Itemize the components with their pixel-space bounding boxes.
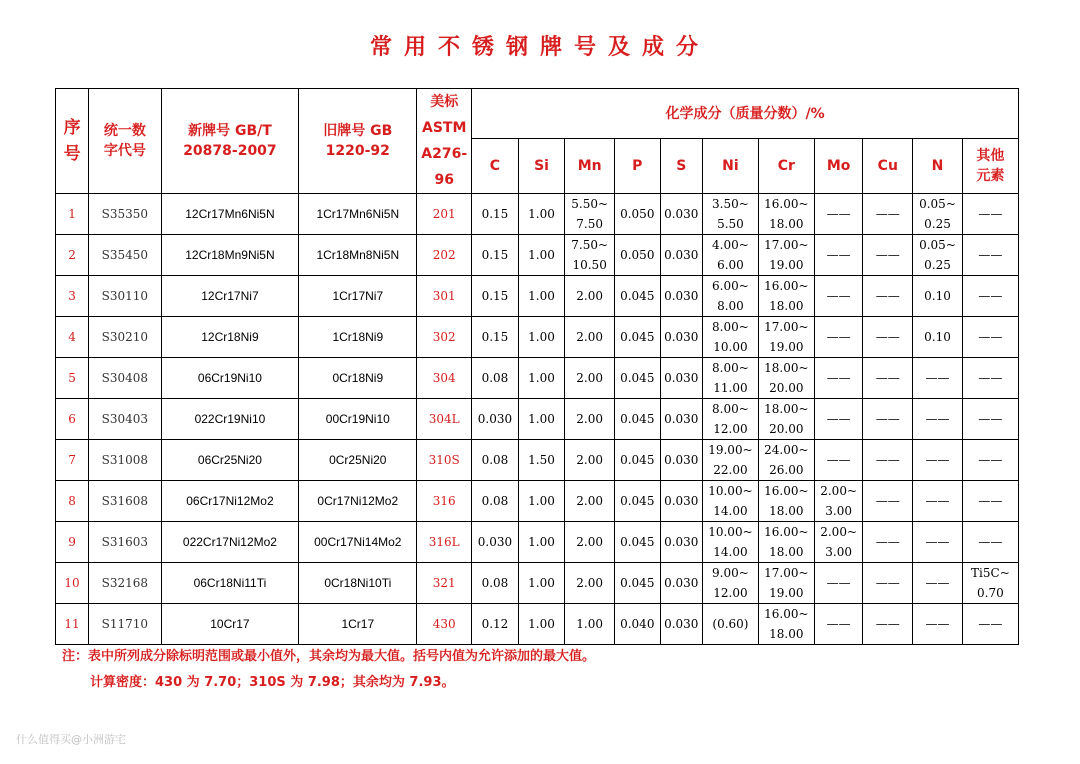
header-element: Mn bbox=[565, 139, 615, 194]
cu-value: —— bbox=[863, 317, 913, 358]
cr-value: 18.00~ 20.00 bbox=[758, 399, 814, 440]
cr-value: 18.00~ 20.00 bbox=[758, 358, 814, 399]
header-astm: 美标 ASTM A276- 96 bbox=[417, 89, 472, 194]
row-number: 7 bbox=[56, 440, 89, 481]
ni-value: 8.00~ 12.00 bbox=[702, 399, 758, 440]
s-value: 0.030 bbox=[660, 194, 702, 235]
n-value: 0.10 bbox=[913, 276, 963, 317]
row-number: 6 bbox=[56, 399, 89, 440]
mn-value: 1.00 bbox=[565, 604, 615, 645]
new-grade: 12Cr17Ni7 bbox=[161, 276, 299, 317]
p-value: 0.045 bbox=[615, 563, 661, 604]
new-grade: 06Cr17Ni12Mo2 bbox=[161, 481, 299, 522]
row-number: 11 bbox=[56, 604, 89, 645]
mo-value: 2.00~ 3.00 bbox=[814, 522, 863, 563]
old-grade: 0Cr18Ni10Ti bbox=[299, 563, 417, 604]
table-row bbox=[56, 522, 1019, 563]
table-row bbox=[56, 399, 1019, 440]
p-value: 0.050 bbox=[615, 194, 661, 235]
c-value: 0.030 bbox=[472, 522, 519, 563]
astm-grade: 202 bbox=[417, 235, 472, 276]
cu-value: —— bbox=[863, 235, 913, 276]
si-value: 1.00 bbox=[518, 276, 565, 317]
n-value: —— bbox=[913, 563, 963, 604]
unified-code: S35350 bbox=[89, 194, 161, 235]
ni-value: 4.00~ 6.00 bbox=[702, 235, 758, 276]
cr-value: 17.00~ 19.00 bbox=[758, 235, 814, 276]
s-value: 0.030 bbox=[660, 481, 702, 522]
header-element: Cu bbox=[863, 139, 913, 194]
si-value: 1.50 bbox=[518, 440, 565, 481]
other-elements: —— bbox=[962, 604, 1018, 645]
cu-value: —— bbox=[863, 522, 913, 563]
note-line-2: 计算密度：430 为 7.70；310S 为 7.98；其余均为 7.93。 bbox=[90, 675, 455, 690]
c-value: 0.08 bbox=[472, 358, 519, 399]
header-element: S bbox=[660, 139, 702, 194]
si-value: 1.00 bbox=[518, 317, 565, 358]
unified-code: S30110 bbox=[89, 276, 161, 317]
cu-value: —— bbox=[863, 563, 913, 604]
astm-grade: 316 bbox=[417, 481, 472, 522]
c-value: 0.030 bbox=[472, 399, 519, 440]
s-value: 0.030 bbox=[660, 604, 702, 645]
other-elements: —— bbox=[962, 399, 1018, 440]
mo-value: —— bbox=[814, 276, 863, 317]
header-element: N bbox=[913, 139, 963, 194]
cr-value: 24.00~ 26.00 bbox=[758, 440, 814, 481]
mn-value: 2.00 bbox=[565, 317, 615, 358]
cu-value: —— bbox=[863, 440, 913, 481]
cu-value: —— bbox=[863, 399, 913, 440]
table-row bbox=[56, 276, 1019, 317]
page-title: 常用不锈钢牌号及成分 bbox=[369, 35, 710, 60]
table-row bbox=[56, 317, 1019, 358]
other-elements: —— bbox=[962, 194, 1018, 235]
c-value: 0.08 bbox=[472, 481, 519, 522]
other-elements: —— bbox=[962, 276, 1018, 317]
new-grade: 12Cr17Mn6Ni5N bbox=[161, 194, 299, 235]
cr-value: 16.00~ 18.00 bbox=[758, 481, 814, 522]
table-body bbox=[56, 194, 1019, 645]
new-grade: 06Cr18Ni11Ti bbox=[161, 563, 299, 604]
note-line-1: 注：表中所列成分除标明范围或最小值外，其余均为最大值。括号内值为允许添加的最大值。 bbox=[62, 649, 596, 664]
s-value: 0.030 bbox=[660, 399, 702, 440]
header-element: P bbox=[615, 139, 661, 194]
table-row bbox=[56, 235, 1019, 276]
n-value: —— bbox=[913, 399, 963, 440]
cr-value: 17.00~ 19.00 bbox=[758, 317, 814, 358]
table-row bbox=[56, 481, 1019, 522]
header-element: Si bbox=[518, 139, 565, 194]
new-grade: 06Cr19Ni10 bbox=[161, 358, 299, 399]
cu-value: —— bbox=[863, 358, 913, 399]
other-elements: —— bbox=[962, 440, 1018, 481]
mo-value: —— bbox=[814, 399, 863, 440]
n-value: —— bbox=[913, 440, 963, 481]
mo-value: —— bbox=[814, 194, 863, 235]
cu-value: —— bbox=[863, 194, 913, 235]
other-elements: —— bbox=[962, 358, 1018, 399]
old-grade: 1Cr17 bbox=[299, 604, 417, 645]
unified-code: S35450 bbox=[89, 235, 161, 276]
s-value: 0.030 bbox=[660, 440, 702, 481]
ni-value: 19.00~ 22.00 bbox=[702, 440, 758, 481]
n-value: 0.10 bbox=[913, 317, 963, 358]
si-value: 1.00 bbox=[518, 522, 565, 563]
header-element: Mo bbox=[814, 139, 863, 194]
c-value: 0.15 bbox=[472, 276, 519, 317]
ni-value: 6.00~ 8.00 bbox=[702, 276, 758, 317]
p-value: 0.045 bbox=[615, 358, 661, 399]
row-number: 2 bbox=[56, 235, 89, 276]
si-value: 1.00 bbox=[518, 358, 565, 399]
unified-code: S30403 bbox=[89, 399, 161, 440]
old-grade: 1Cr18Ni9 bbox=[299, 317, 417, 358]
s-value: 0.030 bbox=[660, 522, 702, 563]
new-grade: 022Cr17Ni12Mo2 bbox=[161, 522, 299, 563]
s-value: 0.030 bbox=[660, 563, 702, 604]
si-value: 1.00 bbox=[518, 235, 565, 276]
p-value: 0.045 bbox=[615, 276, 661, 317]
cu-value: —— bbox=[863, 481, 913, 522]
ni-value: 8.00~ 10.00 bbox=[702, 317, 758, 358]
s-value: 0.030 bbox=[660, 317, 702, 358]
unified-code: S30210 bbox=[89, 317, 161, 358]
unified-code: S31603 bbox=[89, 522, 161, 563]
new-grade: 10Cr17 bbox=[161, 604, 299, 645]
table-row bbox=[56, 604, 1019, 645]
old-grade: 0Cr17Ni12Mo2 bbox=[299, 481, 417, 522]
new-grade: 12Cr18Mn9Ni5N bbox=[161, 235, 299, 276]
header-new-grade: 新牌号 GB/T 20878-2007 bbox=[161, 89, 299, 194]
unified-code: S31008 bbox=[89, 440, 161, 481]
row-number: 5 bbox=[56, 358, 89, 399]
c-value: 0.08 bbox=[472, 563, 519, 604]
cr-value: 16.00~ 18.00 bbox=[758, 604, 814, 645]
mo-value: —— bbox=[814, 563, 863, 604]
mn-value: 2.00 bbox=[565, 563, 615, 604]
n-value: —— bbox=[913, 522, 963, 563]
mn-value: 2.00 bbox=[565, 440, 615, 481]
astm-grade: 310S bbox=[417, 440, 472, 481]
row-number: 9 bbox=[56, 522, 89, 563]
si-value: 1.00 bbox=[518, 604, 565, 645]
s-value: 0.030 bbox=[660, 358, 702, 399]
mn-value: 5.50~ 7.50 bbox=[565, 194, 615, 235]
ni-value: 3.50~ 5.50 bbox=[702, 194, 758, 235]
new-grade: 12Cr18Ni9 bbox=[161, 317, 299, 358]
s-value: 0.030 bbox=[660, 235, 702, 276]
c-value: 0.15 bbox=[472, 317, 519, 358]
n-value: —— bbox=[913, 481, 963, 522]
old-grade: 1Cr18Mn8Ni5N bbox=[299, 235, 417, 276]
p-value: 0.045 bbox=[615, 522, 661, 563]
astm-grade: 304L bbox=[417, 399, 472, 440]
astm-grade: 201 bbox=[417, 194, 472, 235]
other-elements: —— bbox=[962, 481, 1018, 522]
n-value: —— bbox=[913, 358, 963, 399]
mo-value: —— bbox=[814, 604, 863, 645]
cu-value: —— bbox=[863, 604, 913, 645]
mo-value: —— bbox=[814, 440, 863, 481]
p-value: 0.045 bbox=[615, 399, 661, 440]
p-value: 0.050 bbox=[615, 235, 661, 276]
mo-value: 2.00~ 3.00 bbox=[814, 481, 863, 522]
mo-value: —— bbox=[814, 235, 863, 276]
cr-value: 16.00~ 18.00 bbox=[758, 522, 814, 563]
ni-value: 9.00~ 12.00 bbox=[702, 563, 758, 604]
header-element: Ni bbox=[702, 139, 758, 194]
new-grade: 022Cr19Ni10 bbox=[161, 399, 299, 440]
n-value: 0.05~ 0.25 bbox=[913, 194, 963, 235]
table-row bbox=[56, 440, 1019, 481]
old-grade: 1Cr17Ni7 bbox=[299, 276, 417, 317]
astm-grade: 302 bbox=[417, 317, 472, 358]
new-grade: 06Cr25Ni20 bbox=[161, 440, 299, 481]
header-code: 统一数 字代号 bbox=[89, 89, 161, 194]
header-element: Cr bbox=[758, 139, 814, 194]
old-grade: 1Cr17Mn6Ni5N bbox=[299, 194, 417, 235]
c-value: 0.15 bbox=[472, 194, 519, 235]
astm-grade: 430 bbox=[417, 604, 472, 645]
astm-grade: 321 bbox=[417, 563, 472, 604]
astm-grade: 316L bbox=[417, 522, 472, 563]
c-value: 0.08 bbox=[472, 440, 519, 481]
watermark: 什么值得买@小洲游宅 bbox=[16, 733, 126, 746]
p-value: 0.045 bbox=[615, 317, 661, 358]
other-elements: Ti5C~ 0.70 bbox=[962, 563, 1018, 604]
other-elements: —— bbox=[962, 317, 1018, 358]
p-value: 0.040 bbox=[615, 604, 661, 645]
astm-grade: 301 bbox=[417, 276, 472, 317]
si-value: 1.00 bbox=[518, 563, 565, 604]
cr-value: 16.00~ 18.00 bbox=[758, 194, 814, 235]
header-old-grade: 旧牌号 GB 1220-92 bbox=[299, 89, 417, 194]
si-value: 1.00 bbox=[518, 481, 565, 522]
cr-value: 17.00~ 19.00 bbox=[758, 563, 814, 604]
astm-grade: 304 bbox=[417, 358, 472, 399]
cu-value: —— bbox=[863, 276, 913, 317]
mn-value: 2.00 bbox=[565, 358, 615, 399]
row-number: 10 bbox=[56, 563, 89, 604]
old-grade: 0Cr18Ni9 bbox=[299, 358, 417, 399]
old-grade: 00Cr19Ni10 bbox=[299, 399, 417, 440]
ni-value: 10.00~ 14.00 bbox=[702, 522, 758, 563]
row-number: 3 bbox=[56, 276, 89, 317]
other-elements: —— bbox=[962, 522, 1018, 563]
mn-value: 7.50~ 10.50 bbox=[565, 235, 615, 276]
table-row bbox=[56, 358, 1019, 399]
header-element: 其他 元素 bbox=[962, 139, 1018, 194]
mn-value: 2.00 bbox=[565, 481, 615, 522]
n-value: —— bbox=[913, 604, 963, 645]
mn-value: 2.00 bbox=[565, 522, 615, 563]
cr-value: 16.00~ 18.00 bbox=[758, 276, 814, 317]
p-value: 0.045 bbox=[615, 440, 661, 481]
old-grade: 0Cr25Ni20 bbox=[299, 440, 417, 481]
unified-code: S30408 bbox=[89, 358, 161, 399]
other-elements: —— bbox=[962, 235, 1018, 276]
row-number: 1 bbox=[56, 194, 89, 235]
stainless-steel-table bbox=[55, 88, 1019, 645]
old-grade: 00Cr17Ni14Mo2 bbox=[299, 522, 417, 563]
mn-value: 2.00 bbox=[565, 276, 615, 317]
row-number: 4 bbox=[56, 317, 89, 358]
p-value: 0.045 bbox=[615, 481, 661, 522]
unified-code: S11710 bbox=[89, 604, 161, 645]
row-number: 8 bbox=[56, 481, 89, 522]
si-value: 1.00 bbox=[518, 399, 565, 440]
mn-value: 2.00 bbox=[565, 399, 615, 440]
header-element: C bbox=[472, 139, 519, 194]
n-value: 0.05~ 0.25 bbox=[913, 235, 963, 276]
table-row bbox=[56, 194, 1019, 235]
c-value: 0.15 bbox=[472, 235, 519, 276]
unified-code: S32168 bbox=[89, 563, 161, 604]
ni-value: (0.60) bbox=[702, 604, 758, 645]
unified-code: S31608 bbox=[89, 481, 161, 522]
ni-value: 10.00~ 14.00 bbox=[702, 481, 758, 522]
mo-value: —— bbox=[814, 358, 863, 399]
s-value: 0.030 bbox=[660, 276, 702, 317]
table-row bbox=[56, 563, 1019, 604]
ni-value: 8.00~ 11.00 bbox=[702, 358, 758, 399]
c-value: 0.12 bbox=[472, 604, 519, 645]
si-value: 1.00 bbox=[518, 194, 565, 235]
header-seq: 序 号 bbox=[56, 89, 89, 194]
header-chemical-composition: 化学成分（质量分数）/% bbox=[472, 89, 1019, 139]
mo-value: —— bbox=[814, 317, 863, 358]
